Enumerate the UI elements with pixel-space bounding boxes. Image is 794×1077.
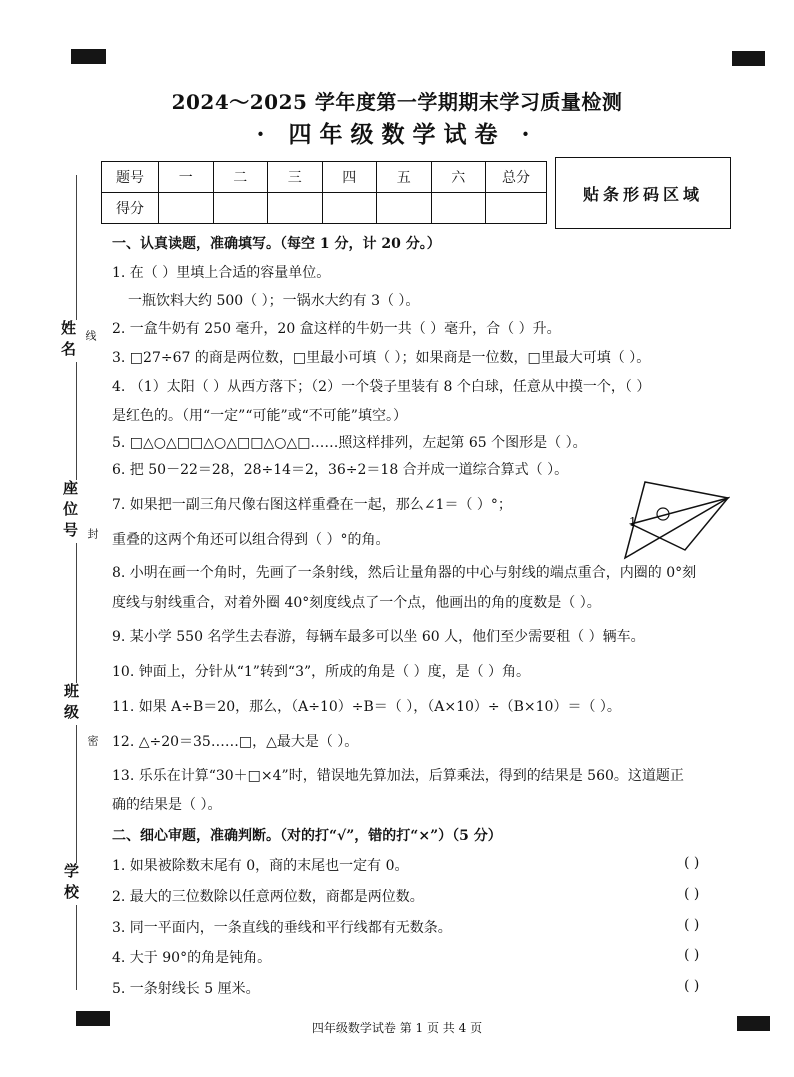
score-table-cell: 六 [431,162,486,193]
class-label: 班级 [62,683,80,725]
question-line: 10. 钟面上，分针从“1”转到“3”，所成的角是（ ）度，是（ ）角。 [112,664,531,680]
triangle-rulers-diagram [623,480,733,560]
answer-box[interactable]: ( ) [684,917,700,933]
page-footer: 四年级数学试卷 第 1 页 共 4 页 [311,1021,483,1035]
exam-title: 2024～2025 学年度第一学期期末学习质量检测 [171,90,623,114]
score-table-cell: 得分 [102,193,159,224]
score-input-cell[interactable] [431,193,486,224]
question-line: 是红色的。（用“一定”“可能”或“不可能”填空。） [112,408,407,424]
score-table-header-row [102,162,547,193]
section-1-heading: 一、认真读题，准确填写。（每空 1 分，计 20 分。） [112,236,441,252]
score-input-cell[interactable] [486,193,547,224]
question-line: 8. 小明在画一个角时，先画了一条射线，然后让量角器的中心与射线的端点重合，内圈的 0°刻 [112,565,697,581]
judgment-item: 1. 如果被除数末尾有 0，商的末尾也一定有 0。 [112,858,409,874]
registration-mark-top-right [732,51,765,66]
barcode-area: 贴条形码区域 [555,157,731,229]
name-label: 姓名 [59,320,77,362]
question-line: 3. □27÷67 的商是两位数，□里最小可填（ ）；如果商是一位数，□里最大可填（ ）。 [112,350,651,366]
exam-subtitle: · 四年级数学试卷 · [256,121,538,148]
question-line: 12. △÷20＝35……□，△最大是（ ）。 [112,734,359,750]
question-line: 9. 某小学 550 名学生去春游，每辆车最多可以坐 60 人，他们至少需要租（ ）辆车。 [112,629,645,645]
question-line: 7. 如果把一副三角尺像右图这样重叠在一起，那么∠1＝（ ）°； [112,497,512,513]
section-2-heading: 二、细心审题，准确判断。（对的打“√”，错的打“×”）（5 分） [112,828,502,844]
question-line: 一瓶饮料大约 500（ ）；一锅水大约有 3（ ）。 [128,293,420,309]
answer-box[interactable]: ( ) [684,855,700,871]
judgment-item: 2. 最大的三位数除以任意两位数，商都是两位数。 [112,889,424,905]
question-line: 确的结果是（ ）。 [112,797,222,813]
angle-1-label: 1 [629,515,637,529]
school-label: 学校 [62,863,80,905]
binding-seal-char: 封 [86,528,99,541]
score-table [101,161,547,224]
judgment-item: 3. 同一平面内，一条直线的垂线和平行线都有无数条。 [112,920,452,936]
score-table-cell: 一 [159,162,214,193]
question-line: 13. 乐乐在计算“30＋□×4”时，错误地先算加法，后算乘法，得到的结果是 560。这道题正 [112,768,684,784]
score-input-cell[interactable] [159,193,214,224]
score-table-cell: 题号 [102,162,159,193]
question-line: 11. 如果 A÷B＝20，那么，（A÷10）÷B＝（ ），（A×10）÷（B×10）＝（ ）。 [112,699,621,715]
question-line: 2. 一盒牛奶有 250 毫升，20 盒这样的牛奶一共（ ）毫升，合（ ）升。 [112,321,561,337]
score-table-cell: 二 [213,162,268,193]
judgment-item: 5. 一条射线长 5 厘米。 [112,981,260,997]
score-input-cell[interactable] [213,193,268,224]
binding-line-char: 线 [84,330,97,343]
score-table-cell: 三 [268,162,323,193]
question-line: 重叠的这两个角还可以组合得到（ ）°的角。 [112,532,390,548]
answer-box[interactable]: ( ) [684,886,700,902]
binding-secret-char: 密 [86,735,99,748]
score-table-cell: 总分 [486,162,547,193]
seat-number-label: 座位号 [61,480,79,543]
answer-box[interactable]: ( ) [684,947,700,963]
question-line: 1. 在（ ）里填上合适的容量单位。 [112,265,331,281]
question-line: 4. （1）太阳（ ）从西方落下；（2）一个袋子里装有 8 个白球，任意从中摸一个，（ ） [112,379,651,395]
question-line: 度线与射线重合，对着外圈 40°刻度线点了一个点，他画出的角的度数是（ ）。 [112,595,601,611]
score-table-cell: 四 [322,162,377,193]
question-line: 5. □△○△□□△○△□□△○△□……照这样排列，左起第 65 个图形是（ ）。 [112,435,587,451]
score-table-cell: 五 [377,162,432,193]
score-input-cell[interactable] [268,193,323,224]
answer-box[interactable]: ( ) [684,978,700,994]
question-line: 6. 把 50－22＝28，28÷14＝2，36÷2＝18 合并成一道综合算式（ ）。 [112,462,569,478]
score-input-cell[interactable] [322,193,377,224]
score-input-cell[interactable] [377,193,432,224]
registration-mark-top-left [71,49,106,64]
judgment-item: 4. 大于 90°的角是钝角。 [112,950,272,966]
score-table-score-row [102,193,547,224]
